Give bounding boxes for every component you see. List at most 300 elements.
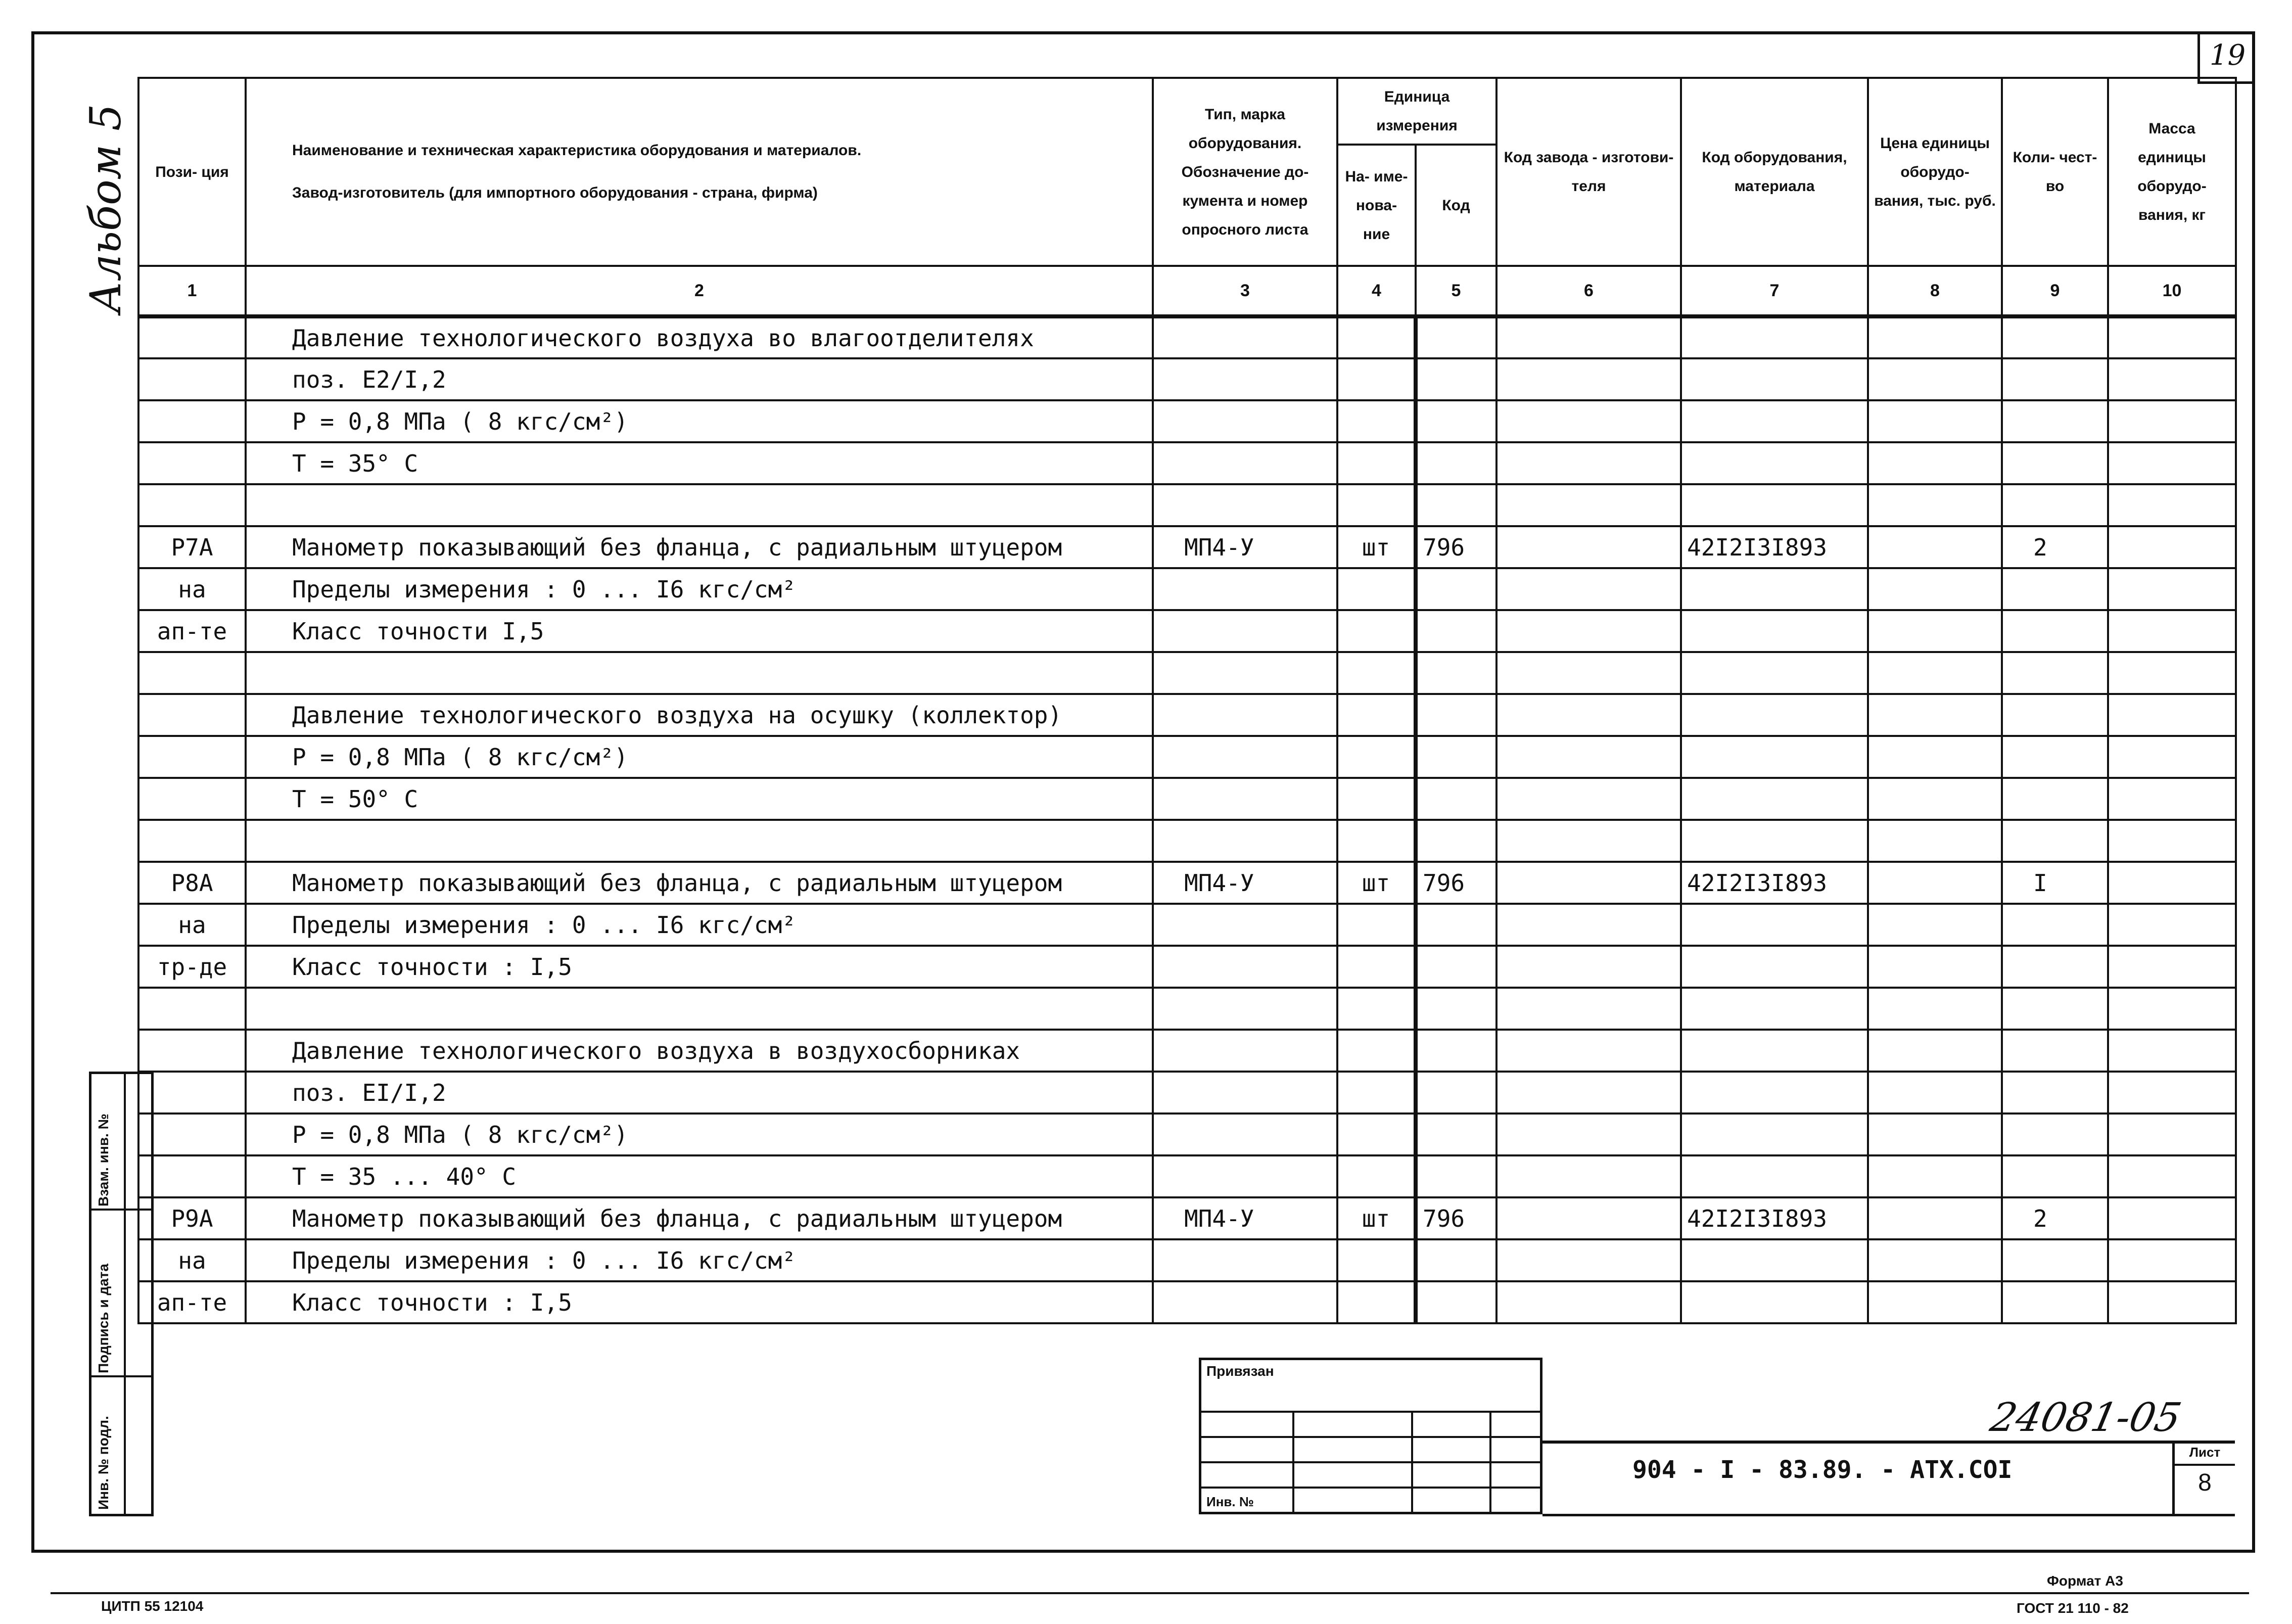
row-mass <box>2108 652 2236 694</box>
row-position <box>138 778 246 820</box>
row-unit-code <box>1416 1072 1496 1113</box>
table-row <box>138 652 2236 694</box>
row-qty <box>2002 652 2108 694</box>
row-position: ап-те <box>138 610 246 652</box>
row-mass <box>2108 988 2236 1030</box>
sheet-label: Лист <box>2175 1441 2235 1466</box>
row-unit-name <box>1337 1072 1416 1113</box>
row-price <box>1868 820 2002 862</box>
row-type <box>1153 1239 1337 1281</box>
row-type <box>1153 778 1337 820</box>
row-unit-code <box>1416 442 1496 484</box>
row-equip-code <box>1681 316 1868 358</box>
row-name: Манометр показывающий без фланца, с радиальным штуцером <box>246 862 1153 904</box>
table-row <box>138 358 2236 400</box>
row-mass <box>2108 778 2236 820</box>
row-factory-code <box>1496 652 1681 694</box>
row-position: тр-де <box>138 946 246 988</box>
footer-gost: ГОСТ 21 110 - 82 <box>2017 1600 2129 1616</box>
row-mass <box>2108 316 2236 358</box>
row-name: Класс точности I,5 <box>246 610 1153 652</box>
row-position <box>138 736 246 778</box>
row-position <box>138 442 246 484</box>
row-name: Давление технологического воздуха в воздухосборниках <box>246 1030 1153 1072</box>
col-number: 9 <box>2002 266 2108 316</box>
row-equip-code: 42I2I3I893 <box>1681 862 1868 904</box>
row-unit-name <box>1337 610 1416 652</box>
row-qty <box>2002 1155 2108 1197</box>
row-price <box>1868 316 2002 358</box>
row-mass <box>2108 400 2236 442</box>
row-price <box>1868 694 2002 736</box>
row-mass <box>2108 1155 2236 1197</box>
inv-no-label: Инв. № <box>1206 1494 1254 1509</box>
row-type <box>1153 1113 1337 1155</box>
table-row <box>138 736 2236 778</box>
table-row <box>138 610 2236 652</box>
row-price <box>1868 526 2002 568</box>
row-equip-code <box>1681 988 1868 1030</box>
row-price <box>1868 400 2002 442</box>
row-price <box>1868 1113 2002 1155</box>
row-type <box>1153 904 1337 946</box>
table-row <box>138 568 2236 610</box>
col-number: 1 <box>138 266 246 316</box>
row-factory-code <box>1496 442 1681 484</box>
row-type: МП4-У <box>1153 862 1337 904</box>
row-unit-code <box>1416 316 1496 358</box>
row-mass <box>2108 568 2236 610</box>
row-mass <box>2108 736 2236 778</box>
row-name: Р = 0,8 МПа ( 8 кгс/см²) <box>246 1113 1153 1155</box>
row-name <box>246 484 1153 526</box>
table-row <box>138 484 2236 526</box>
row-qty <box>2002 694 2108 736</box>
row-type <box>1153 400 1337 442</box>
col-number: 6 <box>1496 266 1681 316</box>
row-unit-code <box>1416 988 1496 1030</box>
row-name: Р = 0,8 МПа ( 8 кгс/см²) <box>246 400 1153 442</box>
table-row <box>138 1197 2236 1239</box>
row-unit-code: 796 <box>1416 862 1496 904</box>
row-unit-name <box>1337 442 1416 484</box>
table-row <box>138 988 2236 1030</box>
row-position: ап-те <box>138 1281 246 1323</box>
row-equip-code <box>1681 1281 1868 1323</box>
row-unit-code <box>1416 736 1496 778</box>
row-name <box>246 652 1153 694</box>
col-number: 8 <box>1868 266 2002 316</box>
row-position <box>138 1030 246 1072</box>
sheet-box <box>2172 1441 2235 1516</box>
row-equip-code: 42I2I3I893 <box>1681 526 1868 568</box>
doc-number: 904 - I - 83.89. - АТХ.СОI <box>1632 1456 2013 1484</box>
row-unit-name: шт <box>1337 526 1416 568</box>
row-position <box>138 1113 246 1155</box>
row-qty <box>2002 358 2108 400</box>
row-mass <box>2108 820 2236 862</box>
row-name: Т = 35° С <box>246 442 1153 484</box>
row-price <box>1868 442 2002 484</box>
row-mass <box>2108 358 2236 400</box>
row-equip-code: 42I2I3I893 <box>1681 1197 1868 1239</box>
stamp-divider <box>1489 1411 1491 1512</box>
row-type <box>1153 568 1337 610</box>
row-equip-code <box>1681 610 1868 652</box>
row-unit-name <box>1337 1113 1416 1155</box>
row-mass <box>2108 1113 2236 1155</box>
row-factory-code <box>1496 1239 1681 1281</box>
row-unit-name <box>1337 778 1416 820</box>
row-factory-code <box>1496 526 1681 568</box>
row-unit-name <box>1337 568 1416 610</box>
row-position: Р7А <box>138 526 246 568</box>
row-factory-code <box>1496 1030 1681 1072</box>
row-unit-code <box>1416 820 1496 862</box>
row-equip-code <box>1681 442 1868 484</box>
row-price <box>1868 652 2002 694</box>
row-mass <box>2108 1197 2236 1239</box>
row-name: Манометр показывающий без фланца, с радиальным штуцером <box>246 526 1153 568</box>
row-unit-name <box>1337 652 1416 694</box>
row-unit-code <box>1416 610 1496 652</box>
row-factory-code <box>1496 1155 1681 1197</box>
row-name: поз. Е2/I,2 <box>246 358 1153 400</box>
row-equip-code <box>1681 736 1868 778</box>
row-unit-code <box>1416 904 1496 946</box>
table-row <box>138 1030 2236 1072</box>
table-row <box>138 316 2236 358</box>
row-type <box>1153 820 1337 862</box>
footer-format: Формат А3 <box>2047 1573 2123 1589</box>
row-price <box>1868 904 2002 946</box>
row-factory-code <box>1496 736 1681 778</box>
row-price <box>1868 1239 2002 1281</box>
row-position <box>138 694 246 736</box>
row-unit-code <box>1416 484 1496 526</box>
row-type <box>1153 988 1337 1030</box>
row-unit-code <box>1416 568 1496 610</box>
row-name: Манометр показывающий без фланца, с радиальным штуцером <box>246 1197 1153 1239</box>
row-equip-code <box>1681 1072 1868 1113</box>
row-qty <box>2002 484 2108 526</box>
header-unit-group: Единица измерения <box>1337 78 1496 145</box>
table-row <box>138 1113 2236 1155</box>
header-mass: Масса единицы оборудо- вания, кг <box>2108 78 2236 266</box>
row-unit-name <box>1337 736 1416 778</box>
row-mass <box>2108 610 2236 652</box>
row-name <box>246 820 1153 862</box>
header-pos: Пози- ция <box>138 78 246 266</box>
handwritten-number: 24081-05 <box>1986 1395 2185 1441</box>
row-factory-code <box>1496 358 1681 400</box>
row-type <box>1153 694 1337 736</box>
row-equip-code <box>1681 820 1868 862</box>
row-unit-name <box>1337 904 1416 946</box>
row-unit-name <box>1337 1281 1416 1323</box>
table-row <box>138 778 2236 820</box>
row-position <box>138 316 246 358</box>
row-mass <box>2108 442 2236 484</box>
row-type: МП4-У <box>1153 526 1337 568</box>
row-price <box>1868 736 2002 778</box>
row-unit-name <box>1337 400 1416 442</box>
row-unit-name <box>1337 316 1416 358</box>
row-factory-code <box>1496 778 1681 820</box>
header-name-line2: Завод-изготовитель (для импортного оборудования - страна, фирма) <box>292 184 818 201</box>
row-position <box>138 1155 246 1197</box>
bottom-rule <box>51 1592 2249 1594</box>
row-price <box>1868 484 2002 526</box>
row-mass <box>2108 694 2236 736</box>
row-equip-code <box>1681 778 1868 820</box>
row-unit-code <box>1416 358 1496 400</box>
row-type <box>1153 316 1337 358</box>
row-qty <box>2002 400 2108 442</box>
row-equip-code <box>1681 1030 1868 1072</box>
col-number: 7 <box>1681 266 1868 316</box>
row-position: на <box>138 568 246 610</box>
row-position <box>138 820 246 862</box>
row-equip-code <box>1681 694 1868 736</box>
row-name: Т = 35 ... 40° С <box>246 1155 1153 1197</box>
row-type: МП4-У <box>1153 1197 1337 1239</box>
row-factory-code <box>1496 400 1681 442</box>
row-price <box>1868 610 2002 652</box>
header-name <box>246 78 1153 266</box>
row-qty <box>2002 1239 2108 1281</box>
row-position <box>138 400 246 442</box>
row-name: Пределы измерения : 0 ... I6 кгс/см² <box>246 568 1153 610</box>
row-type <box>1153 946 1337 988</box>
privyazan-label: Привязан <box>1206 1363 1274 1379</box>
row-type <box>1153 610 1337 652</box>
row-qty <box>2002 820 2108 862</box>
row-qty <box>2002 988 2108 1030</box>
row-equip-code <box>1681 946 1868 988</box>
row-name: Давление технологического воздуха на осушку (коллектор) <box>246 694 1153 736</box>
side-cell-inv <box>91 1377 151 1514</box>
row-factory-code <box>1496 820 1681 862</box>
row-factory-code <box>1496 1113 1681 1155</box>
row-type <box>1153 1030 1337 1072</box>
row-equip-code <box>1681 484 1868 526</box>
row-factory-code <box>1496 904 1681 946</box>
row-mass <box>2108 1072 2236 1113</box>
row-unit-code: 796 <box>1416 1197 1496 1239</box>
row-unit-code <box>1416 652 1496 694</box>
row-qty <box>2002 904 2108 946</box>
row-factory-code <box>1496 1281 1681 1323</box>
row-unit-code <box>1416 694 1496 736</box>
row-equip-code <box>1681 652 1868 694</box>
row-unit-name <box>1337 1030 1416 1072</box>
row-name: Давление технологического воздуха во влагоотделителях <box>246 316 1153 358</box>
row-equip-code <box>1681 400 1868 442</box>
row-factory-code <box>1496 1197 1681 1239</box>
row-price <box>1868 1197 2002 1239</box>
row-unit-code <box>1416 400 1496 442</box>
footer-left-code: ЦИТП 55 12104 <box>101 1598 204 1614</box>
row-price <box>1868 778 2002 820</box>
table-row <box>138 946 2236 988</box>
row-price <box>1868 988 2002 1030</box>
table-row <box>138 442 2236 484</box>
row-unit-name <box>1337 820 1416 862</box>
row-name: Класс точности : I,5 <box>246 1281 1153 1323</box>
row-type <box>1153 652 1337 694</box>
row-name: Т = 50° С <box>246 778 1153 820</box>
row-mass <box>2108 526 2236 568</box>
row-qty <box>2002 442 2108 484</box>
row-name: Пределы измерения : 0 ... I6 кгс/см² <box>246 1239 1153 1281</box>
table-row <box>138 694 2236 736</box>
row-equip-code <box>1681 568 1868 610</box>
row-qty <box>2002 1030 2108 1072</box>
row-equip-code <box>1681 1239 1868 1281</box>
row-mass <box>2108 484 2236 526</box>
row-qty <box>2002 1281 2108 1323</box>
row-unit-code <box>1416 946 1496 988</box>
row-unit-name <box>1337 988 1416 1030</box>
row-qty <box>2002 610 2108 652</box>
row-unit-code <box>1416 1030 1496 1072</box>
row-equip-code <box>1681 1155 1868 1197</box>
row-qty: 2 <box>2002 1197 2108 1239</box>
row-unit-name <box>1337 484 1416 526</box>
header-name-line1: Наименование и техническая характеристика оборудования и материалов. <box>292 142 862 159</box>
row-factory-code <box>1496 988 1681 1030</box>
row-qty <box>2002 1113 2108 1155</box>
row-price <box>1868 358 2002 400</box>
col-number: 10 <box>2108 266 2236 316</box>
row-type <box>1153 1072 1337 1113</box>
row-mass <box>2108 1030 2236 1072</box>
table-row <box>138 1281 2236 1323</box>
row-unit-name <box>1337 358 1416 400</box>
row-unit-name: шт <box>1337 1197 1416 1239</box>
row-price <box>1868 1155 2002 1197</box>
col-number: 3 <box>1153 266 1337 316</box>
sheet-number: 8 <box>2198 1469 2212 1496</box>
row-qty <box>2002 736 2108 778</box>
row-position: Р9А <box>138 1197 246 1239</box>
row-factory-code <box>1496 568 1681 610</box>
header-unit-code: Код <box>1416 145 1496 266</box>
row-type <box>1153 1155 1337 1197</box>
side-label-inv: Инв. № подл. <box>96 1416 111 1510</box>
row-position: на <box>138 904 246 946</box>
row-qty <box>2002 1072 2108 1113</box>
row-mass <box>2108 862 2236 904</box>
table-row <box>138 904 2236 946</box>
row-unit-name: шт <box>1337 862 1416 904</box>
stamp-divider <box>1292 1411 1294 1512</box>
row-name: Класс точности : I,5 <box>246 946 1153 988</box>
row-mass <box>2108 1239 2236 1281</box>
row-position: Р8А <box>138 862 246 904</box>
col-number: 2 <box>246 266 1153 316</box>
row-price <box>1868 946 2002 988</box>
row-position <box>138 484 246 526</box>
row-unit-code: 796 <box>1416 526 1496 568</box>
row-qty <box>2002 316 2108 358</box>
col-number: 4 <box>1337 266 1416 316</box>
header-qty: Коли- чест- во <box>2002 78 2108 266</box>
table-row <box>138 862 2236 904</box>
row-position: на <box>138 1239 246 1281</box>
row-factory-code <box>1496 316 1681 358</box>
row-mass <box>2108 946 2236 988</box>
row-type <box>1153 358 1337 400</box>
row-unit-name <box>1337 1239 1416 1281</box>
header-type: Тип, марка оборудования. Обозначение до- кумента и номер опросного листа <box>1153 78 1337 266</box>
row-unit-code <box>1416 1113 1496 1155</box>
row-position <box>138 652 246 694</box>
col-number: 5 <box>1416 266 1496 316</box>
column-number-row <box>138 266 2236 316</box>
row-price <box>1868 1072 2002 1113</box>
row-name: Р = 0,8 МПа ( 8 кгс/см²) <box>246 736 1153 778</box>
row-position <box>138 358 246 400</box>
row-qty: 2 <box>2002 526 2108 568</box>
row-unit-name <box>1337 1155 1416 1197</box>
row-qty: I <box>2002 862 2108 904</box>
row-equip-code <box>1681 358 1868 400</box>
row-name <box>246 988 1153 1030</box>
row-equip-code <box>1681 1113 1868 1155</box>
row-mass <box>2108 1281 2236 1323</box>
album-label: Альбом 5 <box>81 104 130 313</box>
row-type <box>1153 736 1337 778</box>
row-qty <box>2002 568 2108 610</box>
header-unit-name: На- име- нова- ние <box>1337 145 1416 266</box>
row-position <box>138 1072 246 1113</box>
row-factory-code <box>1496 862 1681 904</box>
row-type <box>1153 442 1337 484</box>
row-position <box>138 988 246 1030</box>
row-name: поз. ЕI/I,2 <box>246 1072 1153 1113</box>
row-type <box>1153 484 1337 526</box>
row-type <box>1153 1281 1337 1323</box>
table-row <box>138 1072 2236 1113</box>
privyazan-stamp <box>1199 1358 1542 1514</box>
row-unit-name <box>1337 694 1416 736</box>
equipment-spec-table <box>137 77 2237 1324</box>
side-label-podpis: Подпись и дата <box>96 1264 111 1373</box>
row-mass <box>2108 904 2236 946</box>
row-price <box>1868 862 2002 904</box>
row-price <box>1868 1281 2002 1323</box>
side-label-vzam: Взам. инв. № <box>96 1113 111 1207</box>
row-factory-code <box>1496 694 1681 736</box>
row-factory-code <box>1496 610 1681 652</box>
row-factory-code <box>1496 1072 1681 1113</box>
row-price <box>1868 568 2002 610</box>
row-unit-code <box>1416 1155 1496 1197</box>
row-price <box>1868 1030 2002 1072</box>
row-unit-name <box>1337 946 1416 988</box>
row-unit-code <box>1416 778 1496 820</box>
row-factory-code <box>1496 484 1681 526</box>
header-factory-code: Код завода - изготови- теля <box>1496 78 1681 266</box>
table-row <box>138 400 2236 442</box>
row-qty <box>2002 946 2108 988</box>
corner-page-number: 19 <box>2197 31 2255 84</box>
header-equip-code: Код оборудования, материала <box>1681 78 1868 266</box>
row-name: Пределы измерения : 0 ... I6 кгс/см² <box>246 904 1153 946</box>
table-row <box>138 1155 2236 1197</box>
